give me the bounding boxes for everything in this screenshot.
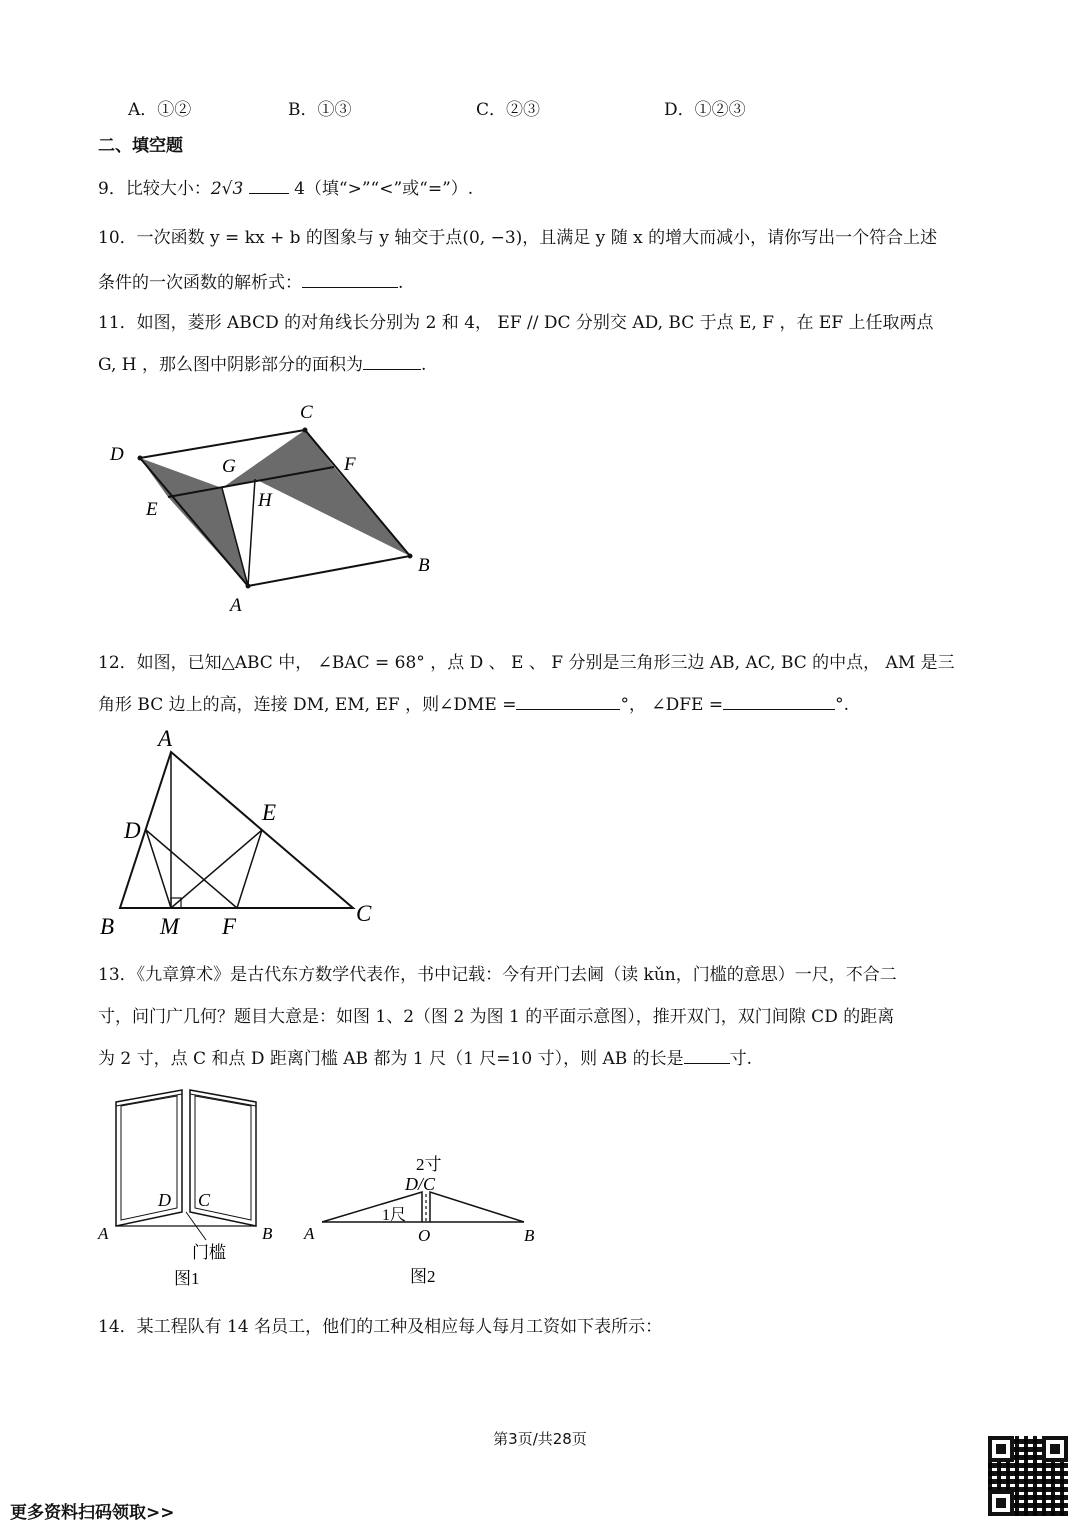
q12-text-a: 角形 BC 边上的高，连接 DM, EM, EF ，则∠DME = xyxy=(98,695,517,715)
q9-expr: 2√3 xyxy=(210,179,244,199)
page-number: 第3页/共28页 xyxy=(493,1430,587,1448)
q12-text-b: °， ∠DFE = xyxy=(620,695,724,715)
q11-ah xyxy=(248,479,255,586)
q11-point-b xyxy=(408,554,413,559)
q13-line3 xyxy=(98,1044,752,1069)
q12-label-c: C xyxy=(356,901,372,926)
q12-df xyxy=(146,830,237,908)
q13-figure-1 xyxy=(95,1085,295,1290)
option-d: D．①②③ xyxy=(664,100,746,120)
qr-code-icon[interactable] xyxy=(988,1436,1068,1516)
q11-figure xyxy=(100,395,440,620)
q12-text-c: °. xyxy=(835,695,849,715)
q11-label-g: G xyxy=(222,456,236,477)
section-title: 二、填空题 xyxy=(98,136,183,156)
q12-label-f: F xyxy=(222,914,237,939)
option-a: A．①② xyxy=(128,100,192,120)
q11-shade-right xyxy=(255,467,410,556)
q11-line2 xyxy=(98,350,426,375)
question-9 xyxy=(98,174,473,199)
q11-label-h: H xyxy=(258,490,272,511)
q11-text: G, H ，那么图中阴影部分的面积为 xyxy=(98,355,364,375)
fig2-dist-label: 1尺 xyxy=(382,1207,407,1224)
q13-figure-2 xyxy=(300,1150,550,1290)
q13-line1: 13．《九章算术》是古代东方数学代表作，书中记载：今有开门去阃（读 kǔn，门槛的意思）一尺，不合二 xyxy=(98,965,897,985)
fig2-label-a: A xyxy=(304,1224,315,1243)
q13-blank[interactable] xyxy=(684,1049,730,1064)
q11-label-b: B xyxy=(418,555,430,576)
fig1-label-c: C xyxy=(198,1190,211,1210)
q10-line2 xyxy=(98,268,403,293)
q12-blank-2[interactable] xyxy=(723,695,835,710)
q12-line2 xyxy=(98,690,849,715)
q14-line1: 14．某工程队有 14 名员工，他们的工种及相应每人每月工资如下表所示： xyxy=(98,1317,663,1337)
q12-label-a: A xyxy=(158,726,173,751)
fig1-label-a: A xyxy=(98,1224,109,1243)
q11-point-d xyxy=(138,456,143,461)
fig1-sill-label: 门槛 xyxy=(192,1243,226,1262)
q11-end: . xyxy=(421,355,427,375)
q12-em xyxy=(171,830,262,908)
fig2-label-b: B xyxy=(524,1226,535,1245)
q11-label-d: D xyxy=(110,444,124,465)
q11-point-c xyxy=(303,428,308,433)
promo-text[interactable]: 更多资料扫码领取>> xyxy=(10,1503,175,1523)
fig2-right-door xyxy=(430,1192,524,1222)
fig2-label-o: O xyxy=(418,1226,431,1245)
q11-label-c: C xyxy=(300,402,313,423)
qr-finder-icon xyxy=(988,1490,1014,1516)
q12-label-d: D xyxy=(124,818,141,843)
q12-figure xyxy=(98,722,388,942)
q13-end: 寸. xyxy=(729,1049,753,1069)
q11-line1: 11．如图，菱形 ABCD 的对角线长分别为 2 和 4， EF // DC 分别交 AD, BC 于点 E, F ，在 EF 上任取两点 xyxy=(98,313,934,333)
q12-line1: 12．如图，已知△ABC 中， ∠BAC = 68° ，点 D 、 E 、 F 分别是三角形三边 AB, AC, BC 的中点， AM 是三 xyxy=(98,653,955,673)
door-left xyxy=(116,1090,182,1226)
q12-triangle xyxy=(120,752,353,908)
fig1-label-d: D xyxy=(158,1190,171,1210)
qr-finder-icon xyxy=(1042,1436,1068,1462)
q10-line1: 10．一次函数 y = kx + b 的图象与 y 轴交于点(0, −3)，且满足 y 随 x 的增大而减小，请你写出一个符合上述 xyxy=(98,228,938,248)
q11-point-a xyxy=(246,584,251,589)
q12-label-e: E xyxy=(262,800,277,825)
qr-finder-icon xyxy=(988,1436,1014,1462)
q11-label-e: E xyxy=(146,499,158,520)
fig2-caption: 图2 xyxy=(410,1267,436,1286)
q10-end: . xyxy=(398,273,404,293)
fig1-caption: 图1 xyxy=(174,1269,200,1288)
fig2-left-door xyxy=(322,1192,422,1222)
q10-text: 条件的一次函数的解析式： xyxy=(98,273,302,293)
q11-label-a: A xyxy=(230,595,242,616)
q12-label-b: B xyxy=(100,914,115,939)
q13-line2: 寸，问门广几何？题目大意是：如图 1、2（图 2 为图 1 的平面示意图），推开双门，双门间隙 CD 的距离 xyxy=(98,1007,895,1027)
q12-blank-1[interactable] xyxy=(516,695,620,710)
q12-label-m: M xyxy=(160,914,180,939)
q10-blank[interactable] xyxy=(302,273,398,288)
q9-blank[interactable] xyxy=(249,179,289,194)
q13-text: 为 2 寸，点 C 和点 D 距离门槛 AB 都为 1 尺（1 尺=10 寸），则 AB 的长是 xyxy=(98,1049,684,1069)
fig2-dc-label: D/C xyxy=(405,1174,436,1194)
q11-blank[interactable] xyxy=(363,355,421,370)
option-b: B．①③ xyxy=(288,100,352,120)
q9-suffix: 4（填“>”“<”或“=”）. xyxy=(294,179,474,199)
option-c: C．②③ xyxy=(476,100,541,120)
q9-prefix: 9．比较大小： xyxy=(98,179,211,199)
fig1-label-b: B xyxy=(262,1224,273,1243)
fig2-gap-label: 2寸 xyxy=(416,1155,442,1174)
q11-label-f: F xyxy=(344,454,356,475)
